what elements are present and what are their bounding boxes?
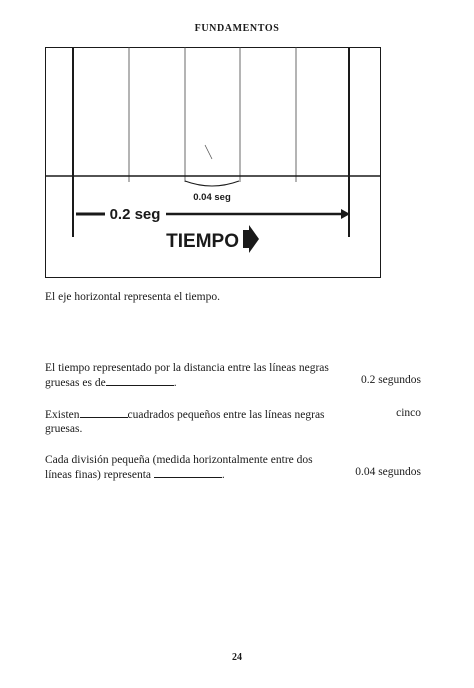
trace-mark (205, 145, 212, 159)
running-header: FUNDAMENTOS (194, 23, 280, 34)
interval-label: 0.04 seg (193, 192, 231, 203)
ecg-grid-diagram (45, 47, 381, 278)
answer-2: cinco (396, 407, 421, 419)
question-2-text-after: cuadrados pequeños entre las líneas negras gruesas. (45, 409, 325, 435)
figure-caption: El eje horizontal representa el tiempo. (45, 291, 220, 303)
answer-blank (106, 375, 174, 386)
question-1 (45, 361, 330, 390)
answer-blank (80, 407, 128, 418)
answer-1: 0.2 segundos (360, 374, 421, 386)
answer-3: 0.04 segundos (355, 466, 421, 478)
question-3 (45, 453, 330, 482)
question-2 (45, 407, 330, 436)
question-1-text: El tiempo representado por la distancia entre las líneas negras gruesas es de (45, 362, 329, 389)
page-number: 24 (232, 652, 242, 663)
question-3-text-after: . (221, 469, 225, 481)
time-arrow-icon (243, 225, 259, 253)
ecg-grid-figure (45, 47, 381, 278)
span-label: 0.2 seg (109, 206, 161, 223)
interval-bracket (185, 181, 239, 186)
question-2-text: Existen (45, 409, 80, 421)
question-1-text-after: . (173, 377, 177, 389)
answer-blank (154, 467, 222, 478)
axis-label: TIEMPO (166, 231, 239, 252)
question-3-text: Cada división pequeña (medida horizontalmente entre dos líneas finas) representa (45, 454, 313, 481)
